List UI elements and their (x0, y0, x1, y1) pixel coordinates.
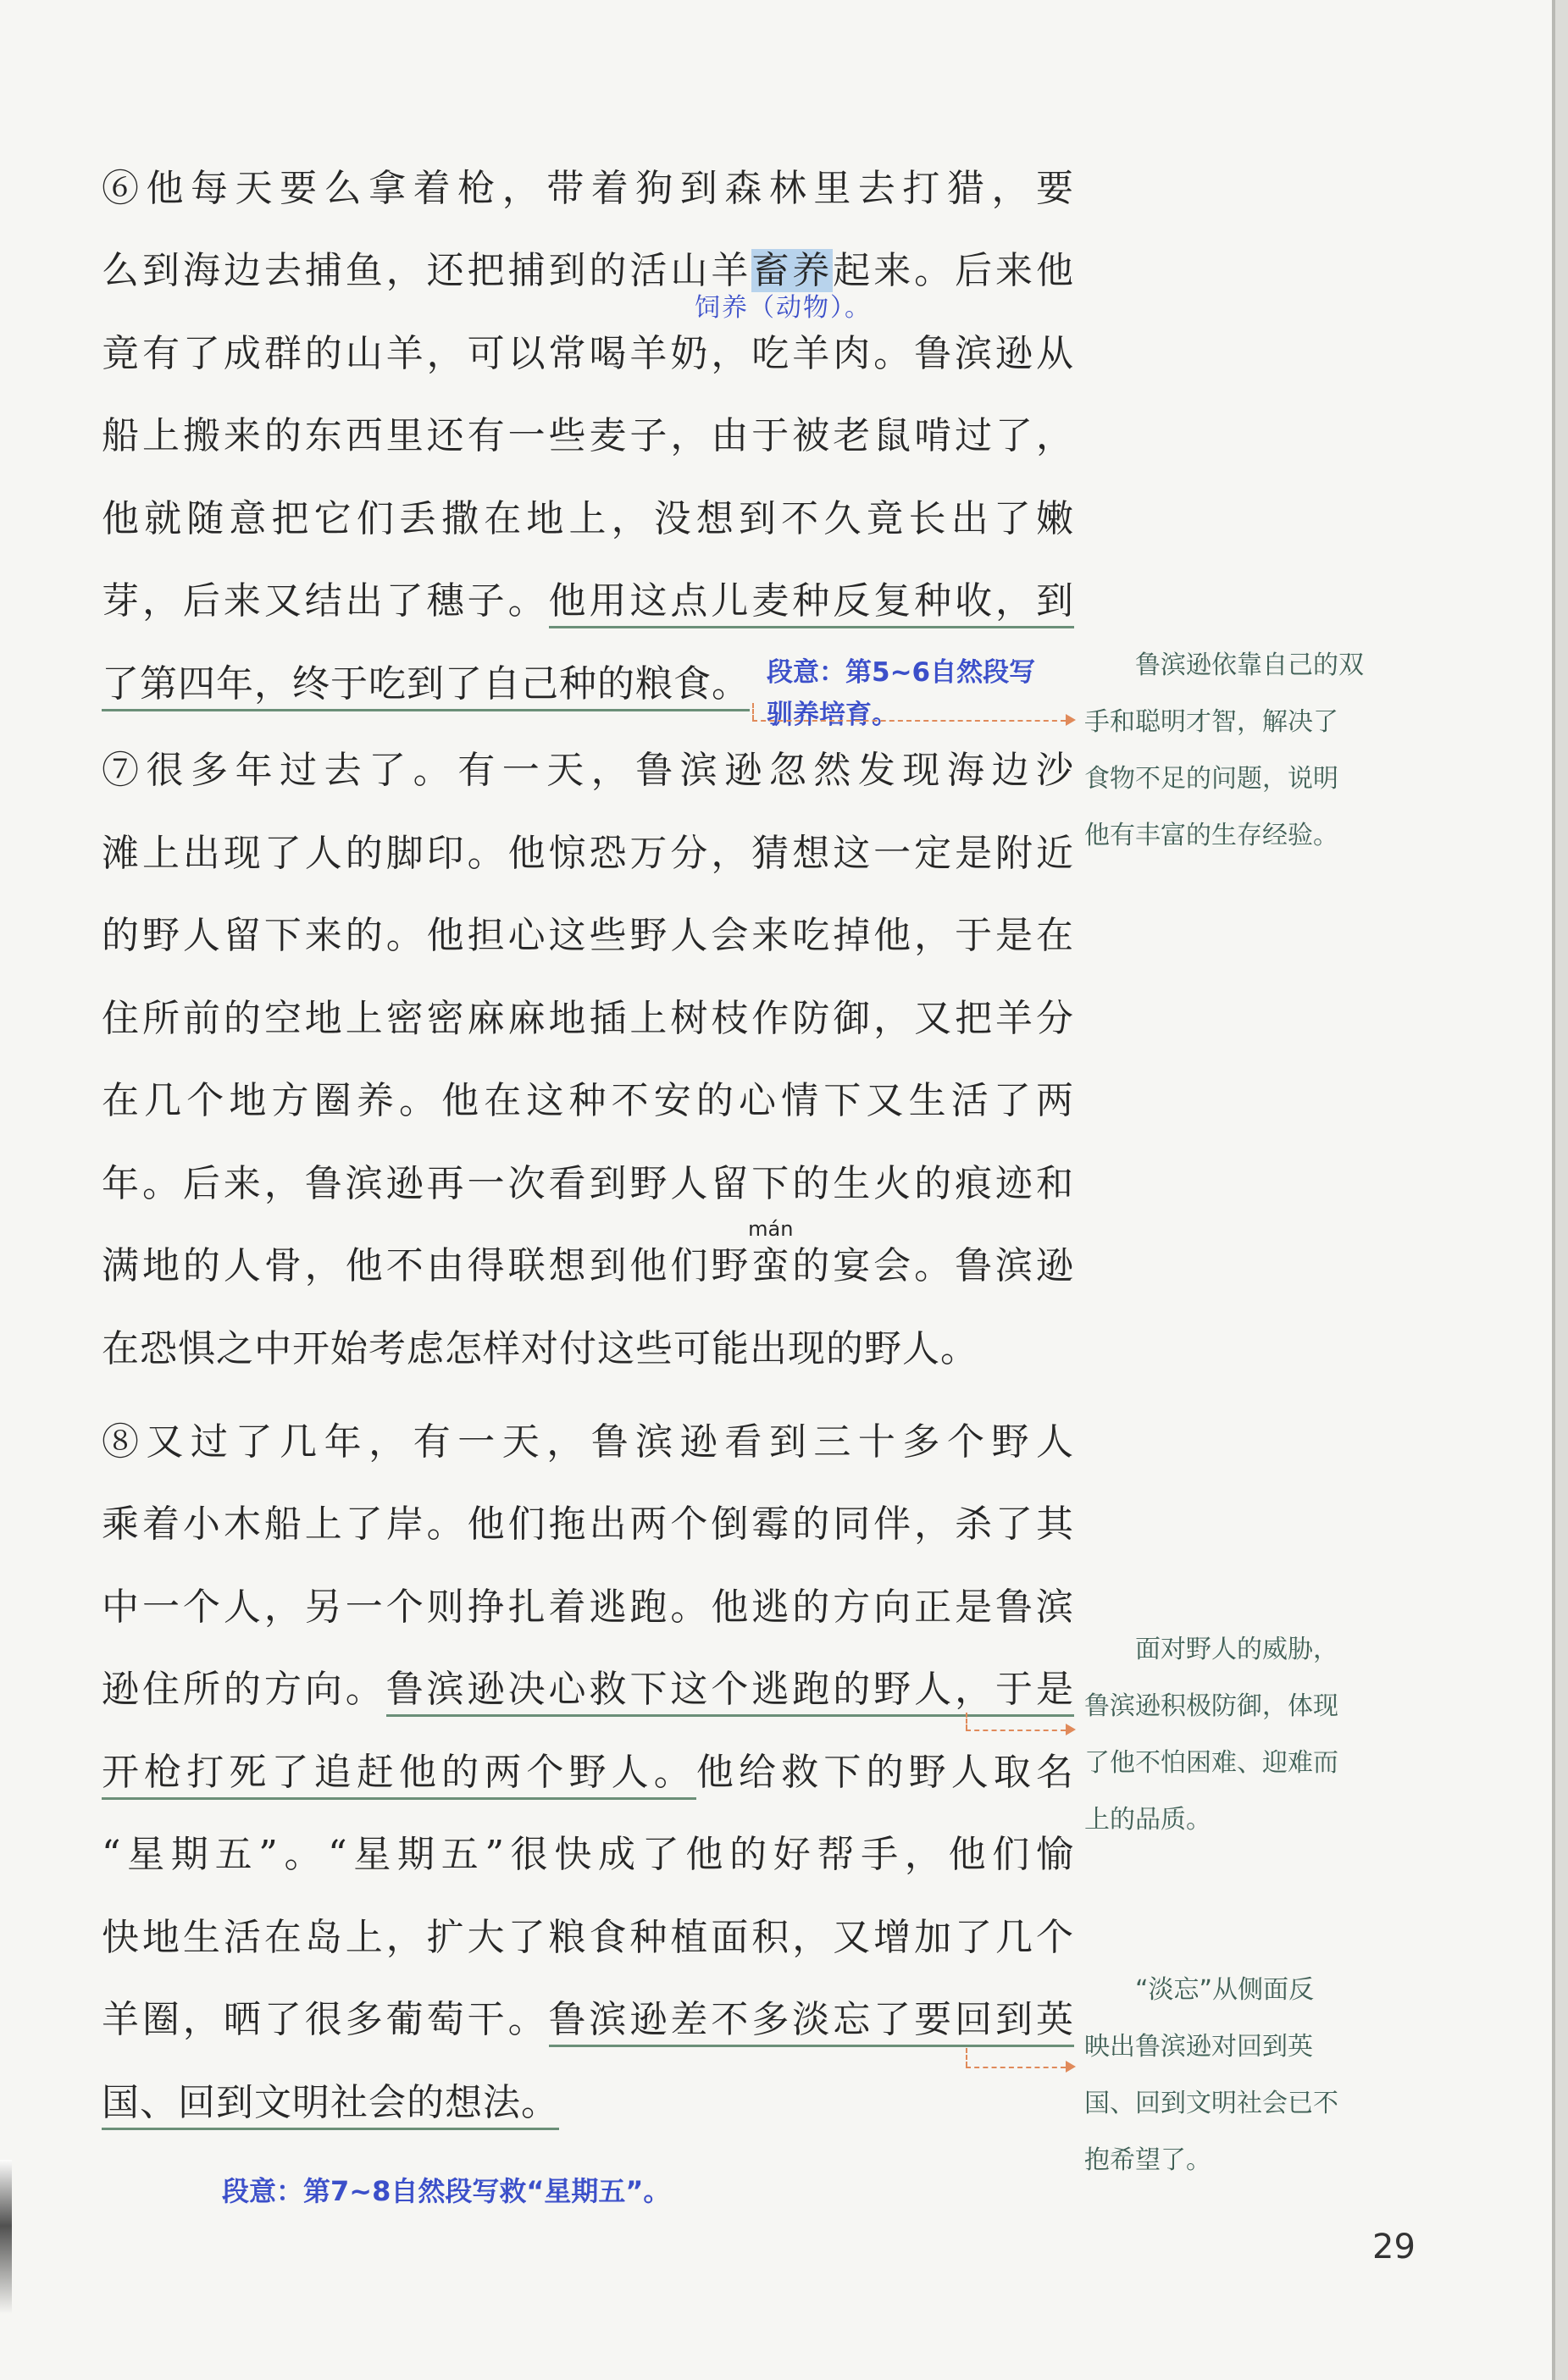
text-line: ⑧又过了几年，有一天，鲁滨逊看到三十多个野人 (102, 1420, 1074, 1464)
connector-arrow (1066, 1724, 1076, 1735)
paragraph-summary-note: 段意：第7~8自然段写救“星期五”。 (222, 2175, 671, 2207)
note-line: 手和聪明才智，解决了 (1084, 707, 1338, 737)
text-span: 起来。后来他 (833, 249, 1075, 292)
note-line: 鲁滨逊依靠自己的双 (1135, 650, 1364, 680)
text-line: ⑦很多年过去了。有一天，鲁滨逊忽然发现海边沙 (102, 749, 1074, 792)
note-line: 映出鲁滨逊对回到英 (1084, 2032, 1313, 2062)
underlined-sentence: 他用这点儿麦种反复种收，到 (549, 579, 1074, 628)
text-line: 滩上出现了人的脚印。他惊恐万分，猜想这一定是附近 (102, 832, 1074, 875)
binding-mark (0, 2160, 12, 2380)
note-line: 抱希望了。 (1084, 2145, 1211, 2175)
connector-line (752, 703, 754, 720)
connector-line (966, 2067, 1066, 2068)
note-line: 面对野人的威胁， (1135, 1635, 1338, 1664)
connector-arrow (1066, 714, 1076, 726)
text-span: 羊圈，晒了很多葡萄干。 (102, 1998, 549, 2041)
underlined-sentence: 了第四年，终于吃到了自己种的粮食。 (102, 662, 750, 711)
paragraph-summary-note: 段意：第5~6自然段写 (767, 657, 1036, 688)
connector-line (966, 1713, 967, 1730)
connector-line (966, 1730, 1066, 1731)
margin-note-2 (1084, 1621, 1440, 1848)
note-line: 食物不足的问题，说明 (1084, 764, 1338, 794)
text-line: 年。后来，鲁滨逊再一次看到野人留下的生火的痕迹和 (102, 1162, 1074, 1205)
text-line (102, 1979, 1074, 2061)
word-gloss-note: 饲养（动物）。 (695, 293, 872, 323)
highlighted-word: 畜养 (751, 249, 834, 292)
pinyin: mán (748, 1217, 794, 1241)
text-line: 的野人留下来的。他担心这些野人会来吃掉他，于是在 (102, 914, 1074, 957)
text-line: 住所前的空地上密密麻麻地插上树枝作防御，又把羊分 (102, 997, 1074, 1040)
note-line: 他有丰富的生存经验。 (1084, 821, 1338, 850)
page-edge (1555, 0, 1568, 2380)
page-number: 29 (1372, 2228, 1416, 2267)
underlined-sentence: 国、回到文明社会的想法。 (102, 2081, 559, 2130)
text-span: 么到海边去捕鱼，还把捕到的活山羊 (102, 249, 752, 292)
margin-note-1 (1084, 637, 1440, 864)
note-line: 了他不怕困难、迎难而 (1084, 1748, 1338, 1778)
underlined-sentence: 鲁滨逊决心救下这个逃跑的野人，于是 (386, 1668, 1074, 1717)
text-line: 船上搬来的东西里还有一些麦子，由于被老鼠啃过了， (102, 414, 1074, 457)
text-span: 芽，后来又结出了穗子。 (102, 579, 549, 623)
text-line (102, 561, 1074, 642)
connector-arrow (1066, 2061, 1076, 2073)
text-line: ⑥他每天要么拿着枪，带着狗到森林里去打猎，要 (102, 167, 1074, 210)
text-span: 满地的人骨，他不由得联想到他们野 (102, 1244, 752, 1287)
text-line: “星期五”。“星期五”很快成了他的好帮手，他们愉 (102, 1833, 1074, 1876)
text-line (102, 1649, 1074, 1730)
text-line (102, 1217, 1075, 1307)
text-line (102, 1732, 1074, 1813)
connector-line (966, 2048, 967, 2067)
text-line: 他就随意把它们丢撒在地上，没想到不久竟长出了嫩 (102, 497, 1074, 540)
text-span: 的宴会。鲁滨逊 (790, 1244, 1075, 1287)
text-span: 他给救下的野人取名 (695, 1751, 1075, 1794)
note-line: 国、回到文明社会已不 (1084, 2089, 1338, 2118)
text-line: 在几个地方圈养。他在这种不安的心情下又生活了两 (102, 1079, 1074, 1122)
text-line: 竟有了成群的山羊，可以常喝羊奶，吃羊肉。鲁滨逊从 (102, 332, 1074, 375)
note-line: 上的品质。 (1084, 1805, 1211, 1835)
connector-line (752, 720, 1066, 722)
text-line: 乘着小木船上了岸。他们拖出两个倒霉的同伴，杀了其 (102, 1503, 1074, 1546)
paragraph-summary-note: 驯养培育。 (767, 700, 898, 730)
underlined-sentence: 开枪打死了追赶他的两个野人。 (102, 1751, 696, 1800)
underlined-sentence: 鲁滨逊差不多淡忘了要回到英 (549, 1998, 1074, 2047)
note-line: 鲁滨逊积极防御，体现 (1084, 1691, 1338, 1721)
annotated-char: 蛮 (751, 1244, 790, 1287)
margin-note-3 (1084, 1962, 1440, 2189)
text-line: 在恐惧之中开始考虑怎样对付这些可能出现的野人。 (102, 1327, 978, 1370)
pinyin-annotated-char (748, 1217, 794, 1307)
text-span: 逊住所的方向。 (102, 1668, 386, 1711)
text-line: 中一个人，另一个则挣扎着逃跑。他逃的方向正是鲁滨 (102, 1586, 1074, 1629)
note-line: “淡忘”从侧面反 (1135, 1975, 1315, 2005)
text-line (102, 230, 1074, 312)
text-line (102, 2062, 1074, 2144)
text-line: 快地生活在岛上，扩大了粮食种植面积，又增加了几个 (102, 1916, 1074, 1959)
